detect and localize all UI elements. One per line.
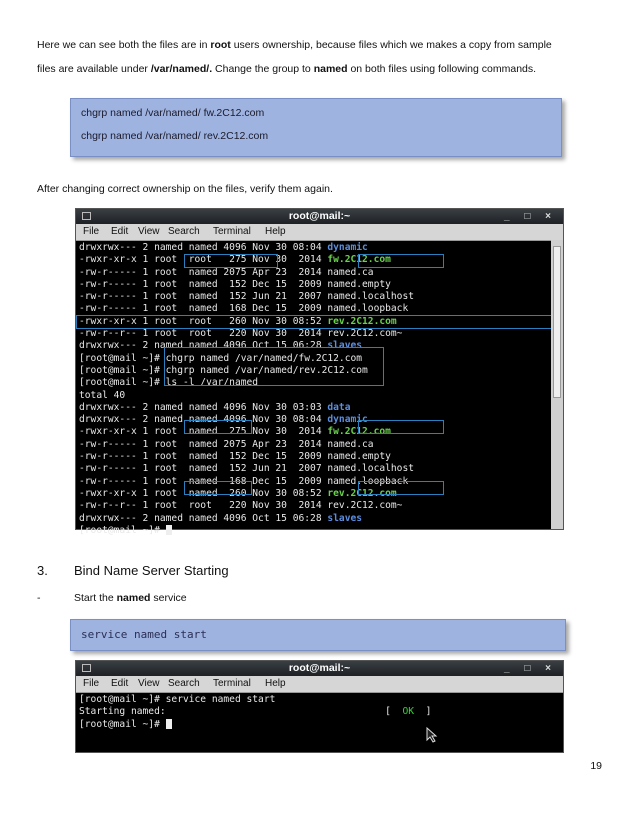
terminal-line: [79, 719, 549, 731]
command-line: chgrp named /var/named/ fw.2C12.com: [81, 107, 265, 119]
terminal-line: [79, 463, 549, 475]
intro-text: Change the group to: [212, 63, 314, 75]
terminal-line: [79, 303, 549, 315]
bullet-dash: -: [37, 592, 41, 604]
terminal-line-text: -rw-r----- 1 root named 168 Dec 15 2009 named.loopback: [79, 303, 409, 315]
terminal-line: [79, 426, 549, 438]
file-name: rev.2C12.com: [327, 315, 397, 327]
bullet-text: [74, 591, 474, 605]
terminal-line: [79, 500, 549, 512]
menu-help[interactable]: Help: [265, 226, 286, 237]
intro-text: users ownership, because files which we makes a copy from sample: [230, 39, 552, 51]
named-keyword: named: [116, 592, 151, 604]
terminal-line-text: Starting named: [: [79, 706, 403, 718]
terminal-icon: [82, 664, 91, 672]
terminal-line-text: -rw-r----- 1 root named 2075 Apr 23 2014 named.ca: [79, 266, 374, 278]
terminal-window[interactable]: [75, 208, 564, 536]
terminal-line-text: [root@mail ~]# service named start: [79, 694, 276, 705]
terminal-line-text: -rw-r----- 1 root named 2075 Apr 23 2014 named.ca: [79, 438, 374, 450]
file-name: slaves: [327, 512, 363, 524]
command-box: [70, 98, 562, 157]
file-name: rev.2C12.com: [327, 487, 397, 499]
scrollbar-thumb[interactable]: [553, 246, 561, 398]
terminal-line-text: -rw-r--r-- 1 root root 220 Nov 30 2014 rev.2C12.com~: [79, 328, 403, 340]
terminal-menubar: [76, 224, 563, 241]
terminal-line: [79, 476, 549, 488]
terminal-line-text: drwxrwx--- 2 named named 4096 Oct 15 06:28: [79, 340, 328, 352]
terminal-line-text: drwxrwx--- 2 named named 4096 Nov 30 08:04: [79, 414, 328, 426]
highlight-box: [184, 481, 252, 495]
terminal-line: [79, 451, 549, 463]
terminal-line-text: total 40: [79, 389, 126, 401]
terminal-line: [79, 390, 549, 402]
terminal-line: [79, 279, 549, 291]
command-line: chgrp named /var/named/ rev.2C12.com: [81, 130, 269, 142]
window-controls[interactable]: _ □ ×: [504, 211, 557, 222]
terminal-titlebar: [76, 209, 563, 224]
highlight-box: [358, 481, 444, 495]
intro-text: files are available under: [37, 63, 151, 75]
terminal-output: [79, 242, 549, 537]
path-keyword: /var/named/.: [150, 63, 213, 75]
file-name: dynamic: [327, 242, 368, 253]
file-name: dynamic: [327, 414, 368, 426]
page-number: 19: [590, 760, 602, 772]
menu-edit[interactable]: Edit: [111, 678, 129, 689]
terminal-line-text: -rw-r----- 1 root named 152 Dec 15 2009 named.empty: [79, 278, 391, 290]
highlight-box: [164, 347, 384, 386]
terminal-line-text: -rw-r----- 1 root named 152 Dec 15 2009 named.empty: [79, 451, 391, 463]
terminal-line: [79, 254, 549, 266]
terminal-line: [79, 439, 549, 451]
file-name: OK: [402, 706, 415, 718]
menu-file[interactable]: File: [83, 226, 100, 237]
menu-help[interactable]: Help: [265, 678, 286, 689]
terminal-line: [79, 267, 549, 279]
terminal-line-text: [root@mail ~]#: [79, 524, 166, 536]
command-box: [70, 619, 566, 651]
terminal-line-text: -rw-r----- 1 root named 152 Jun 21 2007 named.localhost: [79, 463, 415, 475]
named-keyword: named: [313, 63, 348, 75]
terminal-line: [79, 488, 549, 500]
section-number: 3.: [37, 563, 48, 578]
terminal-line: [79, 414, 549, 426]
terminal-scrollbar[interactable]: [551, 240, 563, 529]
terminal-line-text: -rw-r----- 1 root named 152 Jun 21 2007 named.localhost: [79, 291, 415, 303]
terminal-title: root@mail:~: [288, 210, 351, 222]
terminal-window[interactable]: [75, 660, 564, 753]
menu-search[interactable]: Search: [168, 678, 200, 689]
terminal-output: [79, 694, 549, 731]
terminal-line-text: drwxrwx--- 2 named named 4096 Nov 30 03:03: [79, 401, 328, 413]
menu-file[interactable]: File: [83, 678, 100, 689]
menu-terminal[interactable]: Terminal: [213, 226, 251, 237]
terminal-line-text: -rw-r----- 1 root named 168 Dec 15 2009 named.loopback: [79, 475, 409, 487]
after-text: After changing correct ownership on the files, verify them again.: [37, 183, 333, 195]
terminal-line-text: drwxrwx--- 2 named named 4096 Oct 15 06:28: [79, 512, 328, 524]
mouse-cursor-icon: [426, 727, 438, 743]
terminal-line: [79, 402, 549, 414]
terminal-line: [79, 242, 549, 254]
bullet-text-part: Start the: [74, 592, 117, 604]
menu-view[interactable]: View: [138, 226, 160, 237]
highlight-box: [184, 254, 278, 268]
intro-text: Here we can see both the files are in: [37, 39, 211, 51]
terminal-line-text: [root@mail ~]# ls -l /var/named: [79, 377, 259, 389]
terminal-titlebar: [76, 661, 563, 676]
terminal-line-text: [root@mail ~]# chgrp named /var/named/fw.2C12.com: [79, 352, 363, 364]
file-name: fw.2C12.com: [327, 254, 391, 266]
terminal-line: [79, 328, 549, 340]
menu-terminal[interactable]: Terminal: [213, 678, 251, 689]
terminal-line: [79, 525, 549, 537]
menu-search[interactable]: Search: [168, 226, 200, 237]
text-cursor: [166, 525, 172, 535]
file-name: data: [327, 401, 351, 413]
intro-text: on both files using following commands.: [347, 63, 537, 75]
terminal-line-text: -rwxr-xr-x 1 root root 260 Nov 30 08:52: [79, 315, 328, 327]
highlight-box: [184, 420, 252, 434]
intro-line-2: [37, 62, 612, 76]
root-keyword: root: [210, 39, 231, 51]
file-name: slaves: [327, 340, 363, 352]
terminal-line-text: [root@mail ~]# chgrp named /var/named/rev.2C12.com: [79, 364, 368, 376]
bullet-text-part: service: [150, 592, 187, 604]
terminal-line-text: -rwxr-xr-x 1 root root 275 Nov 30 2014: [79, 254, 328, 266]
section-title: Bind Name Server Starting: [74, 563, 229, 578]
terminal-line-text: -rw-r--r-- 1 root root 220 Nov 30 2014 rev.2C12.com~: [79, 500, 403, 512]
terminal-line-text: [root@mail ~]#: [79, 718, 166, 730]
intro-line-1: [37, 38, 612, 52]
terminal-line: [79, 291, 549, 303]
menu-edit[interactable]: Edit: [111, 226, 129, 237]
terminal-line: [79, 694, 549, 706]
menu-view[interactable]: View: [138, 678, 160, 689]
terminal-menubar: [76, 676, 563, 693]
terminal-line-text: -rwxr-xr-x 1 root named 275 Nov 30 2014: [79, 426, 328, 438]
text-cursor: [166, 719, 172, 729]
terminal-line-text: -rwxr-xr-x 1 root named 260 Nov 30 08:52: [79, 487, 328, 499]
terminal-line: [79, 706, 549, 718]
terminal-line-text: drwxrwx--- 2 named named 4096 Nov 30 08:04: [79, 242, 328, 253]
highlight-box: [358, 420, 444, 434]
terminal-icon: [82, 212, 91, 220]
command-line: service named start: [81, 628, 207, 641]
file-name: fw.2C12.com: [327, 426, 391, 438]
window-controls[interactable]: _ □ ×: [504, 663, 557, 674]
terminal-line-text: ]: [414, 706, 432, 718]
terminal-line: [79, 513, 549, 525]
highlight-box: [358, 254, 444, 268]
highlight-box: [76, 315, 554, 329]
terminal-title: root@mail:~: [288, 662, 351, 674]
